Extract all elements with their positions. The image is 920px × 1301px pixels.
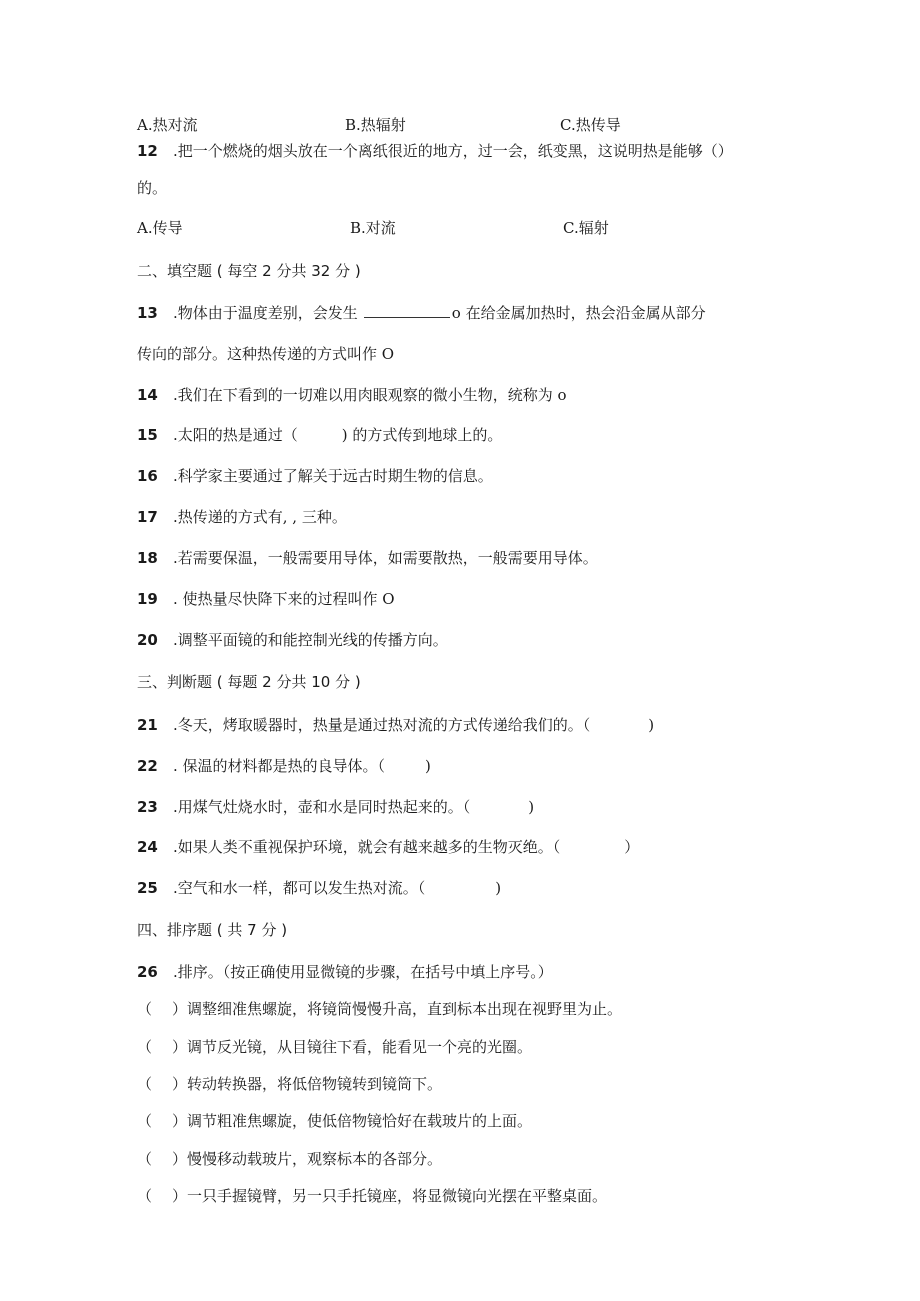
question-22: 22 . 保温的材料都是热的良导体。（ ) xyxy=(137,757,431,775)
question-25: 25 .空气和水一样，都可以发生热对流。（ ) xyxy=(137,879,502,897)
section-true-false-title: 三、判断题 ( 每题 2 分共 10 分 ) xyxy=(137,673,361,691)
question-18: 18 .若需要保温，一般需要用导体，如需要散热，一般需要用导体。 xyxy=(137,549,598,567)
question-19: 19 . 使热量尽快降下来的过程叫作 O xyxy=(137,590,395,608)
q11-option-a: A.热对流 xyxy=(137,116,198,134)
question-12-continued: 的。 xyxy=(137,179,168,197)
question-number: 12 xyxy=(137,142,158,160)
question-15: 15 .太阳的热是通过（ ) 的方式传到地球上的。 xyxy=(137,426,503,444)
question-13-continued: 传向的部分。这种热传递的方式叫作 O xyxy=(137,345,395,363)
ordering-step: （ ）慢慢移动载玻片，观察标本的各部分。 xyxy=(137,1150,443,1168)
question-14: 14 .我们在下看到的一切难以用肉眼观察的微小生物，统称为 o xyxy=(137,386,567,404)
q12-option-b: B.对流 xyxy=(350,219,396,237)
question-text: .把一个燃烧的烟头放在一个离纸很近的地方，过一会，纸变黑，这说明热是能够（） xyxy=(173,142,733,160)
question-12 xyxy=(137,141,733,161)
q11-option-c: C.热传导 xyxy=(560,116,621,134)
ordering-step: （ ）调节粗准焦螺旋，使低倍物镜恰好在载玻片的上面。 xyxy=(137,1112,533,1130)
section-ordering-title: 四、排序题 ( 共 7 分 ) xyxy=(137,921,288,939)
ordering-step: （ ）调整细准焦螺旋，将镜筒慢慢升高，直到标本出现在视野里为止。 xyxy=(137,1000,623,1018)
ordering-step: （ ）转动转换器，将低倍物镜转到镜筒下。 xyxy=(137,1075,443,1093)
question-24: 24 .如果人类不重视保护环境，就会有越来越多的生物灭绝。（ ） xyxy=(137,838,640,856)
section-fill-blank-title: 二、填空题 ( 每空 2 分共 32 分 ) xyxy=(137,262,361,280)
q11-option-b: B.热辐射 xyxy=(345,116,406,134)
question-13: 13 .物体由于温度差别，会发生 o 在给金属加热时，热会沿金属从部分 xyxy=(137,304,706,322)
ordering-step: （ ）调节反光镜，从目镜往下看，能看见一个亮的光圈。 xyxy=(137,1038,533,1056)
ordering-step: （ ）一只手握镜臂，另一只手托镜座，将显微镜向光摆在平整桌面。 xyxy=(137,1187,608,1205)
question-16: 16 .科学家主要通过了解关于远古时期生物的信息。 xyxy=(137,467,493,485)
q12-option-a: A.传导 xyxy=(137,219,183,237)
question-21: 21 .冬天，烤取暖器时，热量是通过热对流的方式传递给我们的。（ ) xyxy=(137,716,655,734)
answer-blank[interactable] xyxy=(364,303,450,318)
question-26: 26 .排序。（按正确使用显微镜的步骤，在括号中填上序号。） xyxy=(137,963,553,981)
question-23: 23 .用煤气灶烧水时，壶和水是同时热起来的。（ ) xyxy=(137,798,535,816)
q12-option-c: C.辐射 xyxy=(563,219,609,237)
question-20: 20 .调整平面镜的和能控制光线的传播方向。 xyxy=(137,631,448,649)
question-17: 17 .热传递的方式有, , 三种。 xyxy=(137,508,347,526)
